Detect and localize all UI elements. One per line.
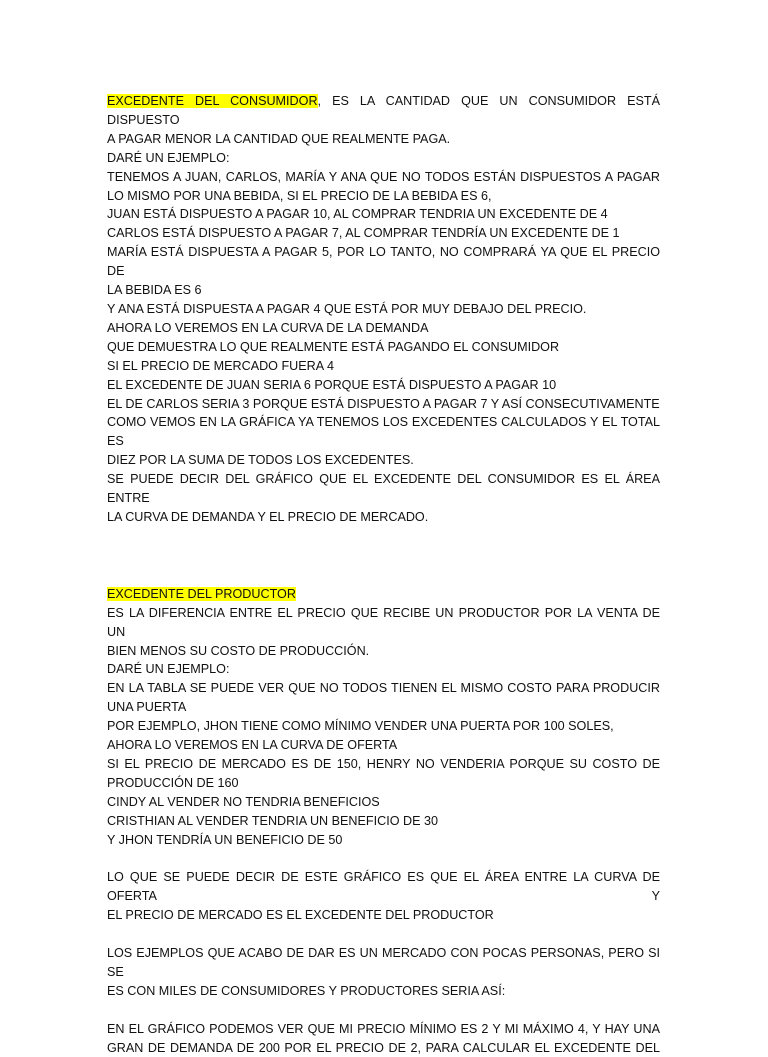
paragraph-spacer — [107, 850, 660, 869]
paragraph-spacer — [107, 925, 660, 944]
paragraph-line: EN LA TABLA SE PUEDE VER QUE NO TODOS TIENEN EL MISMO COSTO PARA PRODUCIR — [107, 681, 660, 696]
paragraph-line: TENEMOS A JUAN, CARLOS, MARÍA Y ANA QUE NO TODOS ESTÁN DISPUESTOS A PAGAR — [107, 169, 660, 184]
consumer-surplus-heading: EXCEDENTE DEL CONSUMIDOR — [107, 94, 318, 108]
paragraph-line: ES LA DIFERENCIA ENTRE EL PRECIO QUE RECIBE UN PRODUCTOR POR LA VENTA DE UN — [107, 605, 660, 639]
consumer-surplus-first-line-rest: , ES LA CANTIDAD QUE UN CONSUMIDOR ESTÁ DISPUESTO — [107, 94, 661, 127]
paragraph-line: CRISTHIAN AL VENDER TENDRIA UN BENEFICIO DE 30 — [107, 813, 439, 828]
paragraph-line: GRAN DE DEMANDA DE 200 POR EL PRECIO DE 2, PARA CALCULAR EL EXCEDENTE DEL — [107, 1040, 660, 1055]
consumer-surplus-first-line — [107, 92, 660, 130]
paragraph-line: LA CURVA DE DEMANDA Y EL PRECIO DE MERCADO. — [107, 509, 429, 524]
paragraph-line: LO MISMO POR UNA BEBIDA, SI EL PRECIO DE LA BEBIDA ES 6, — [107, 188, 492, 203]
paragraph-line: LA BEBIDA ES 6 — [107, 283, 202, 298]
consumer-surplus-section — [107, 92, 660, 527]
paragraph-line: CINDY AL VENDER NO TENDRIA BENEFICIOS — [107, 794, 380, 809]
paragraph-line: COMO VEMOS EN LA GRÁFICA YA TENEMOS LOS EXCEDENTES CALCULADOS Y EL TOTAL ES — [107, 415, 660, 449]
paragraph-line: DARÉ UN EJEMPLO: — [107, 662, 230, 677]
paragraph-line: BIEN MENOS SU COSTO DE PRODUCCIÓN. — [107, 643, 370, 658]
section-spacer — [107, 527, 660, 585]
paragraph-line: SI EL PRECIO DE MERCADO ES DE 150, HENRY NO VENDERIA PORQUE SU COSTO DE — [107, 757, 660, 771]
paragraph-line: POR EJEMPLO, JHON TIENE COMO MÍNIMO VENDER UNA PUERTA POR 100 SOLES, — [107, 719, 614, 734]
paragraph-line: QUE DEMUESTRA LO QUE REALMENTE ESTÁ PAGANDO EL CONSUMIDOR — [107, 339, 560, 354]
paragraph-line: Y ANA ESTÁ DISPUESTA A PAGAR 4 QUE ESTÁ POR MUY DEBAJO DEL PRECIO. — [107, 301, 587, 316]
paragraph-line: SI EL PRECIO DE MERCADO FUERA 4 — [107, 358, 334, 373]
graph-paragraph — [107, 1020, 660, 1057]
paragraph-line: CARLOS ESTÁ DISPUESTO A PAGAR 7, AL COMPRAR TENDRÍA UN EXCEDENTE DE 1 — [107, 226, 620, 241]
producer-surplus-section — [107, 585, 660, 850]
paragraph-line: JUAN ESTÁ DISPUESTO A PAGAR 10, AL COMPRAR TENDRIA UN EXCEDENTE DE 4 — [107, 207, 608, 222]
paragraph-line: Y JHON TENDRÍA UN BENEFICIO DE 50 — [107, 832, 343, 847]
paragraph-line: SE PUEDE DECIR DEL GRÁFICO QUE EL EXCEDENTE DEL CONSUMIDOR ES EL ÁREA ENTRE — [107, 472, 660, 506]
paragraph-line: EL EXCEDENTE DE JUAN SERIA 6 PORQUE ESTÁ DISPUESTO A PAGAR 10 — [107, 377, 557, 392]
producer-surplus-heading-line — [107, 585, 660, 604]
paragraph-spacer — [107, 1001, 660, 1020]
paragraph-line: DIEZ POR LA SUMA DE TODOS LOS EXCEDENTES. — [107, 453, 414, 468]
paragraph-line: UNA PUERTA — [107, 700, 187, 715]
paragraph-line: A PAGAR MENOR LA CANTIDAD QUE REALMENTE PAGA. — [107, 131, 451, 146]
market-paragraph — [107, 944, 660, 1001]
paragraph-line: EL PRECIO DE MERCADO ES EL EXCEDENTE DEL PRODUCTOR — [107, 908, 494, 923]
paragraph-line: AHORA LO VEREMOS EN LA CURVA DE LA DEMANDA — [107, 320, 429, 335]
paragraph-line: AHORA LO VEREMOS EN LA CURVA DE OFERTA — [107, 738, 398, 753]
paragraph-line: PRODUCCIÓN DE 160 — [107, 775, 239, 790]
paragraph-line: EN EL GRÁFICO PODEMOS VER QUE MI PRECIO MÍNIMO ES 2 Y MI MÁXIMO 4, Y HAY UNA — [107, 1021, 660, 1036]
conclusion-paragraph — [107, 868, 660, 925]
paragraph-line: ES CON MILES DE CONSUMIDORES Y PRODUCTORES SERIA ASÍ: — [107, 983, 506, 998]
paragraph-line: EL DE CARLOS SERIA 3 PORQUE ESTÁ DISPUESTO A PAGAR 7 Y ASÍ CONSECUTIVAMENTE — [107, 396, 660, 411]
paragraph-line: MARÍA ESTÁ DISPUESTA A PAGAR 5, POR LO TANTO, NO COMPRARÁ YA QUE EL PRECIO DE — [107, 245, 660, 279]
paragraph-line: LO QUE SE PUEDE DECIR DE ESTE GRÁFICO ES QUE EL ÁREA ENTRE LA CURVA DE OFERTA Y — [107, 870, 660, 904]
paragraph-line: DARÉ UN EJEMPLO: — [107, 150, 230, 165]
producer-surplus-heading: EXCEDENTE DEL PRODUCTOR — [107, 586, 296, 601]
paragraph-line: LOS EJEMPLOS QUE ACABO DE DAR ES UN MERCADO CON POCAS PERSONAS, PERO SI SE — [107, 946, 660, 979]
document-page — [107, 92, 660, 1057]
